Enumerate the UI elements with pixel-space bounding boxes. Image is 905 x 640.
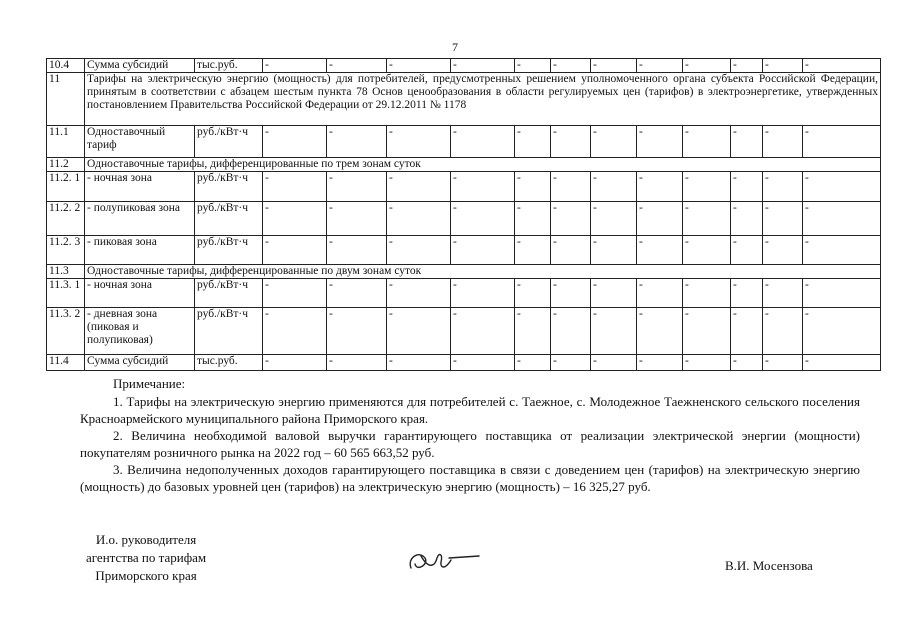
section-heading: Одноставочные тарифы, дифференцированные по двум зонам суток: [85, 264, 881, 278]
row-number: 11.4: [47, 354, 85, 370]
value-cell: -: [803, 172, 881, 202]
value-cell: -: [591, 308, 637, 354]
value-cell: -: [637, 235, 683, 264]
row-unit: руб./кВт·ч: [195, 172, 263, 202]
table-row: [47, 235, 881, 264]
value-cell: -: [637, 125, 683, 157]
value-cell: -: [327, 59, 387, 73]
value-cell: -: [637, 172, 683, 202]
value-cell: -: [327, 202, 387, 235]
value-cell: -: [263, 172, 327, 202]
value-cell: -: [327, 354, 387, 370]
value-cell: -: [515, 202, 551, 235]
table-row: [47, 264, 881, 278]
value-cell: -: [451, 172, 515, 202]
value-cell: -: [591, 354, 637, 370]
table-row: [47, 73, 881, 126]
row-number: 10.4: [47, 59, 85, 73]
row-number: 11.2. 1: [47, 172, 85, 202]
value-cell: -: [731, 308, 763, 354]
value-cell: -: [591, 172, 637, 202]
value-cell: -: [763, 125, 803, 157]
value-cell: -: [731, 235, 763, 264]
value-cell: -: [515, 279, 551, 308]
row-name: - дневная зона (пиковая и полупиковая): [85, 308, 195, 354]
value-cell: -: [451, 59, 515, 73]
value-cell: -: [637, 279, 683, 308]
value-cell: -: [763, 235, 803, 264]
value-cell: -: [451, 202, 515, 235]
value-cell: -: [451, 125, 515, 157]
value-cell: -: [551, 172, 591, 202]
row-name: - полупиковая зона: [85, 202, 195, 235]
value-cell: -: [387, 202, 451, 235]
value-cell: -: [763, 308, 803, 354]
value-cell: -: [387, 308, 451, 354]
value-cell: -: [803, 125, 881, 157]
value-cell: -: [683, 308, 731, 354]
handwritten-signature: [405, 546, 495, 578]
row-number: 11.2: [47, 157, 85, 171]
value-cell: -: [515, 172, 551, 202]
value-cell: -: [591, 125, 637, 157]
row-name: - ночная зона: [85, 172, 195, 202]
value-cell: -: [683, 235, 731, 264]
value-cell: -: [451, 235, 515, 264]
table-row: [47, 279, 881, 308]
value-cell: -: [803, 279, 881, 308]
row-number: 11: [47, 73, 85, 126]
row-name: Сумма субсидий: [85, 354, 195, 370]
table-row: [47, 125, 881, 157]
value-cell: -: [515, 125, 551, 157]
signatory-title-line: агентства по тарифам: [86, 550, 207, 565]
table-row: [47, 202, 881, 235]
value-cell: -: [803, 308, 881, 354]
value-cell: -: [263, 354, 327, 370]
value-cell: -: [387, 125, 451, 157]
value-cell: -: [551, 235, 591, 264]
value-cell: -: [591, 202, 637, 235]
page-number: 7: [452, 40, 458, 54]
table-row: [47, 157, 881, 171]
row-name: Одноставочный тариф: [85, 125, 195, 157]
value-cell: -: [515, 354, 551, 370]
notes-title: Примечание:: [113, 376, 186, 391]
signatory-name: В.И. Мосензова: [725, 558, 813, 573]
value-cell: -: [263, 202, 327, 235]
row-name: Сумма субсидий: [85, 59, 195, 73]
value-cell: -: [683, 125, 731, 157]
value-cell: -: [763, 354, 803, 370]
note-item: 3. Величина недополученных доходов гарантирующего поставщика в связи с доведением цен (тарифов) на электрическую энергию (мощность) до базовых уровней цен (тарифов) на электрическую энергию (мощность) – 16 325,27 руб.: [80, 462, 860, 494]
value-cell: -: [551, 279, 591, 308]
note-item: 1. Тарифы на электрическую энергию применяются для потребителей с. Таежное, с. Молодежное Таежненского сельского поселения Красноармейского муниципального района Приморского края.: [80, 394, 860, 426]
value-cell: -: [591, 59, 637, 73]
value-cell: -: [327, 172, 387, 202]
tariff-table: [46, 58, 881, 371]
row-number: 11.2. 2: [47, 202, 85, 235]
value-cell: -: [551, 308, 591, 354]
value-cell: -: [327, 235, 387, 264]
value-cell: -: [731, 354, 763, 370]
value-cell: -: [731, 202, 763, 235]
value-cell: -: [803, 202, 881, 235]
section-heading: Одноставочные тарифы, дифференцированные по трем зонам суток: [85, 157, 881, 171]
value-cell: -: [683, 279, 731, 308]
value-cell: -: [327, 308, 387, 354]
value-cell: -: [683, 354, 731, 370]
value-cell: -: [327, 125, 387, 157]
value-cell: -: [683, 172, 731, 202]
value-cell: -: [551, 125, 591, 157]
value-cell: -: [731, 172, 763, 202]
value-cell: -: [387, 279, 451, 308]
value-cell: -: [327, 279, 387, 308]
value-cell: -: [637, 202, 683, 235]
value-cell: -: [551, 59, 591, 73]
value-cell: -: [515, 59, 551, 73]
value-cell: -: [515, 308, 551, 354]
value-cell: -: [683, 59, 731, 73]
row-number: 11.2. 3: [47, 235, 85, 264]
value-cell: -: [387, 354, 451, 370]
value-cell: -: [763, 279, 803, 308]
value-cell: -: [591, 235, 637, 264]
value-cell: -: [731, 59, 763, 73]
row-unit: тыс.руб.: [195, 59, 263, 73]
row-name: - ночная зона: [85, 279, 195, 308]
value-cell: -: [637, 59, 683, 73]
signatory-title: [86, 531, 206, 585]
value-cell: -: [551, 202, 591, 235]
value-cell: -: [263, 279, 327, 308]
value-cell: -: [683, 202, 731, 235]
table-row: [47, 308, 881, 354]
value-cell: -: [763, 59, 803, 73]
row-unit: руб./кВт·ч: [195, 308, 263, 354]
value-cell: -: [803, 354, 881, 370]
value-cell: -: [731, 279, 763, 308]
value-cell: -: [387, 172, 451, 202]
value-cell: -: [451, 354, 515, 370]
row-number: 11.3: [47, 264, 85, 278]
value-cell: -: [263, 235, 327, 264]
value-cell: -: [451, 279, 515, 308]
value-cell: -: [515, 235, 551, 264]
value-cell: -: [263, 125, 327, 157]
row-unit: руб./кВт·ч: [195, 202, 263, 235]
value-cell: -: [387, 235, 451, 264]
value-cell: -: [637, 354, 683, 370]
table-row: [47, 354, 881, 370]
row-name: - пиковая зона: [85, 235, 195, 264]
row-unit: тыс.руб.: [195, 354, 263, 370]
row-number: 11.3. 2: [47, 308, 85, 354]
row-unit: руб./кВт·ч: [195, 125, 263, 157]
value-cell: -: [763, 172, 803, 202]
value-cell: -: [591, 279, 637, 308]
table-row: [47, 59, 881, 73]
value-cell: -: [731, 125, 763, 157]
value-cell: -: [387, 59, 451, 73]
row-number: 11.1: [47, 125, 85, 157]
section-heading: Тарифы на электрическую энергию (мощность) для потребителей, предусмотренных решением уполномоченного органа субъекта Российской Федерации, принятым в соответствии с абзацем шестым пункта 78 Основ ценообразования в области регулируемых цен (тарифов) в электроэнергетике, утвержденных постановлением Правительства Российской Федерации от 29.12.2011 № 1178: [85, 73, 881, 126]
row-unit: руб./кВт·ч: [195, 235, 263, 264]
value-cell: -: [551, 354, 591, 370]
table-row: [47, 172, 881, 202]
signatory-title-line: Приморского края: [95, 568, 197, 583]
value-cell: -: [803, 59, 881, 73]
row-unit: руб./кВт·ч: [195, 279, 263, 308]
value-cell: -: [263, 59, 327, 73]
value-cell: -: [803, 235, 881, 264]
note-item: 2. Величина необходимой валовой выручки гарантирующего поставщика от реализации электрической энергии (мощности) покупателям розничного рынка на 2022 год – 60 565 663,52 руб.: [80, 428, 860, 460]
row-number: 11.3. 1: [47, 279, 85, 308]
signatory-title-line: И.о. руководителя: [95, 532, 197, 547]
value-cell: -: [451, 308, 515, 354]
value-cell: -: [763, 202, 803, 235]
value-cell: -: [637, 308, 683, 354]
value-cell: -: [263, 308, 327, 354]
